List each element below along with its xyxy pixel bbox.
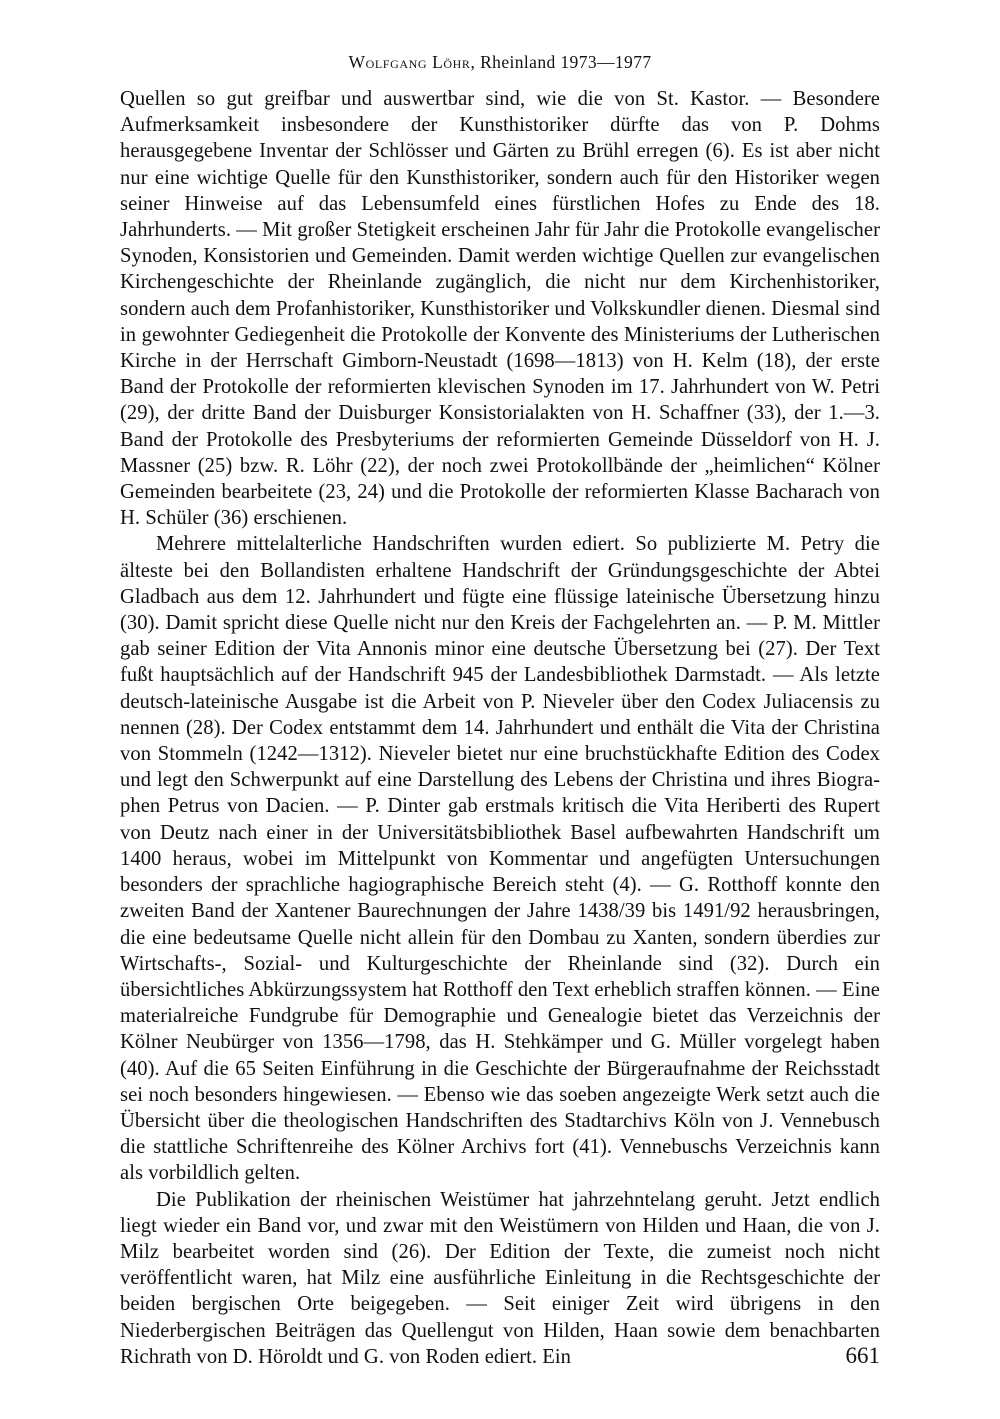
document-page [120,48,880,1370]
running-head-title: , Rheinland 1973—1977 [470,52,652,72]
page-number: 661 [845,1343,880,1368]
paragraph-2: Mehrere mittelalterliche Handschriften wurden ediert. So publizierte M. Petry die älteste bei den Bollandisten erhaltene Handschrift der Gründungsgeschichte der Abtei Gladbach aus dem 12. Jahrhundert und fügte eine flüssige lateinische Übersetzung hinzu (30). Damit spricht diese Quelle nicht nur den Kreis der Fachgelehrten an. — P. M. Mittler gab seiner Edition der Vita Annonis minor eine deutsche Übersetzung bei (27). Der Text fußt hauptsächlich auf der Handschrift 945 der Landesbibliothek Darmstadt. — Als letzte deutsch-lateinische Ausgabe ist die Arbeit von P. Nieveler über den Codex Juliacensis zu nennen (28). Der Codex entstammt dem 14. Jahrhundert und enthält die Vita der Christina von Stommeln (1242—1312). Nieveler bietet nur eine bruchstückhafte Edition des Codex und legt den Schwerpunkt auf eine Darstellung des Lebens der Christina und ihres Biographen Petrus von Dacien. — P. Dinter gab erstmals kritisch die Vita Heriberti des Rupert von Deutz nach einer in der Universitätsbibliothek Basel aufbewahrten Handschrift um 1400 heraus, wobei im Mittelpunkt von Kommentar und angefügten Untersuchungen besonders der sprachliche hagiographische Bereich steht (4). — G. Rotthoff konnte den zweiten Band der Xantener Baurechnungen der Jahre 1438/39 bis 1491/92 herausbringen, die eine bedeutsame Quelle nicht allein für den Dombau zu Xanten, sondern überdies zur Wirtschafts-, Sozial- und Kulturgeschichte der Rheinlande sind (32). Durch ein übersichtliches Abkürzungssystem hat Rotthoff den Text erheblich straffen können. — Eine materialreiche Fundgrube für Demographie und Genealogie bietet das Verzeichnis der Kölner Neubürger von 1356—1798, das H. Stehkämper und G. Müller vorgelegt haben (40). Auf die 65 Seiten Einführung in die Geschichte der Bürgeraufnahme der Reichsstadt sei noch besonders hingewiesen. — Ebenso wie das soeben angezeigte Werk setzt auch die Übersicht über die theologischen Handschriften des Stadtarchivs Köln von J. Vennebusch die stattliche Schriftenreihe des Kölner Archivs fort (41). Vennebuschs Verzeichnis kann als vorbildlich gelten. [120,533,880,1185]
running-head-author: Wolfgang Löhr [348,52,471,72]
paragraph-1: Quellen so gut greifbar und auswertbar sind, wie die von St. Kastor. — Besondere Aufmerksamkeit insbesondere der Kunsthistoriker dürfte das von P. Dohms herausgegebene Inventar der Schlösser und Gärten zu Brühl erregen (6). Es ist aber nicht nur eine wichtige Quelle für den Kunsthistoriker, sondern auch für den Historiker wegen seiner Hinweise auf das Lebensumfeld eines fürstlichen Hofes zu Ende des 18. Jahrhunderts. — Mit großer Stetigkeit erscheinen Jahr für Jahr die Protokolle evangelischer Synoden, Konsistorien und Gemeinden. Damit werden wichtige Quellen zur evangelischen Kirchengeschichte der Rheinlande zugänglich, die nicht nur dem Kirchenhistoriker, sondern auch dem Profanhistoriker, Kunsthistoriker und Volkskundler dienen. Diesmal sind in gewohnter Gediegenheit die Protokolle der Konvente des Ministeriums der Lutherischen Kirche in der Herrschaft Gimborn-Neustadt (1698—1813) von H. Kelm (18), der erste Band der Protokolle der reformierten klevischen Synoden im 17. Jahrhundert von W. Petri (29), der dritte Band der Duisburger Konsistorialakten von H. Schaffner (33), der 1.—3. Band der Protokolle des Presbyteriums der reformierten Gemeinde Düsseldorf von H. J. Massner (25) bzw. R. Löhr (22), der noch zwei Protokollbände der „heimlichen“ Kölner Gemeinden bearbeitete (23, 24) und die Protokolle der reformierten Klasse Bacharach von H. Schüler (36) erschienen. [120,88,880,530]
paragraph-3: Die Publikation der rheinischen Weistümer hat jahrzehntelang geruht. Jetzt endlich liegt wieder ein Band vor, und zwar mit den Weistümern von Hilden und Haan, die von J. Milz bearbeitet worden sind (26). Der Edition der Texte, die zumeist noch nicht veröffentlicht waren, hat Milz eine ausführliche Einleitung in die Rechtsgeschichte der beiden bergischen Orte beigegeben. — Seit einiger Zeit wird übrigens in den Niederbergischen Beiträgen das Quellengut von Hilden, Haan sowie dem benachbarten Richrath von D. Höroldt und G. von Roden ediert. Ein [120,1188,880,1368]
running-head [120,48,880,76]
